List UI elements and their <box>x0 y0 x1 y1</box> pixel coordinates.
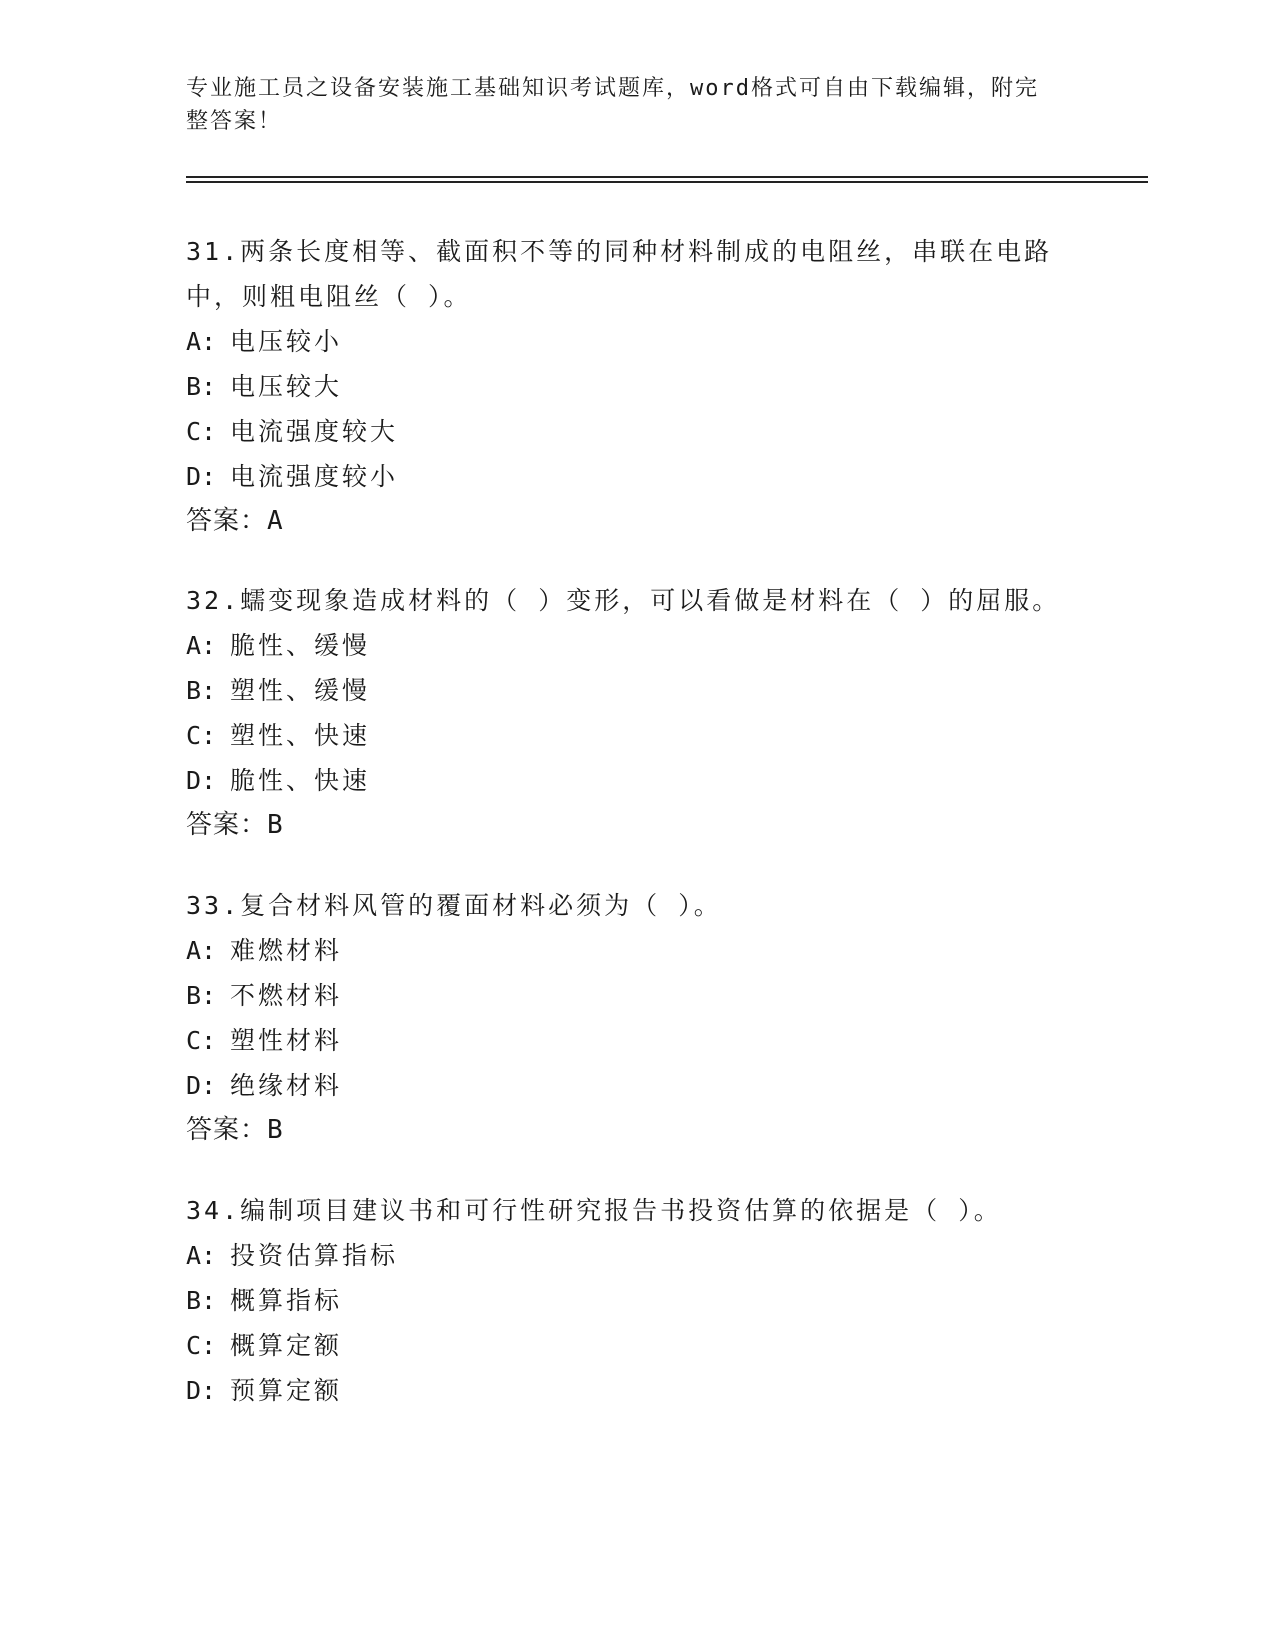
option-text: 塑性材料 <box>230 1026 343 1055</box>
option-text: 电流强度较大 <box>230 417 399 446</box>
question-stem-continued: 中，则粗电阻丝（ ）。 <box>186 282 472 311</box>
option-letter: B: <box>186 676 217 705</box>
option-letter: B: <box>186 1286 217 1315</box>
option-text: 概算指标 <box>230 1286 343 1315</box>
option-b <box>186 973 1086 1018</box>
question-stem: 32.蠕变现象造成材料的（ ）变形，可以看做是材料在（ ）的屈服。 <box>186 586 1061 615</box>
option-text: 电压较大 <box>230 372 343 401</box>
option-letter: A: <box>186 327 217 356</box>
option-c <box>186 409 1086 454</box>
option-letter: A: <box>186 936 217 965</box>
header-line-1: 专业施工员之设备安装施工基础知识考试题库，word格式可自由下载编辑，附完 <box>186 76 1039 101</box>
option-text: 不燃材料 <box>230 981 343 1010</box>
option-letter: C: <box>186 721 217 750</box>
answer-label: 答案： <box>186 810 268 840</box>
option-letter: B: <box>186 981 217 1010</box>
option-text: 概算定额 <box>230 1331 343 1360</box>
option-a <box>186 319 1086 364</box>
option-letter: C: <box>186 1331 217 1360</box>
answer-line <box>186 803 1086 848</box>
header-line-2: 整答案！ <box>186 109 283 134</box>
option-c <box>186 1018 1086 1063</box>
question-stem: 31.两条长度相等、截面积不等的同种材料制成的电阻丝，串联在电路 <box>186 237 1053 266</box>
option-text: 难燃材料 <box>230 936 343 965</box>
option-b <box>186 668 1086 713</box>
question-33 <box>186 883 1086 1153</box>
option-text: 投资估算指标 <box>230 1241 399 1270</box>
answer-label: 答案： <box>186 1115 268 1145</box>
option-text: 电压较小 <box>230 327 343 356</box>
option-a <box>186 1233 1086 1278</box>
option-d <box>186 1063 1086 1108</box>
option-text: 塑性、缓慢 <box>230 676 371 705</box>
option-d <box>186 1368 1086 1413</box>
question-stem: 34.编制项目建议书和可行性研究报告书投资估算的依据是（ ）。 <box>186 1196 1002 1225</box>
option-c <box>186 1323 1086 1368</box>
option-letter: B: <box>186 372 217 401</box>
answer-line <box>186 1108 1086 1153</box>
option-d <box>186 758 1086 803</box>
option-letter: A: <box>186 631 217 660</box>
option-text: 预算定额 <box>230 1376 343 1405</box>
option-text: 电流强度较小 <box>230 462 399 491</box>
answer-value: B <box>267 1115 284 1145</box>
option-letter: C: <box>186 417 217 446</box>
header-divider-bottom <box>186 181 1148 183</box>
option-letter: C: <box>186 1026 217 1055</box>
question-34 <box>186 1188 1086 1413</box>
option-text: 脆性、缓慢 <box>230 631 371 660</box>
answer-value: B <box>267 810 284 840</box>
option-text: 脆性、快速 <box>230 766 371 795</box>
option-b <box>186 1278 1086 1323</box>
option-letter: D: <box>186 462 217 491</box>
option-letter: D: <box>186 1071 217 1100</box>
option-text: 绝缘材料 <box>230 1071 343 1100</box>
option-text: 塑性、快速 <box>230 721 371 750</box>
option-b <box>186 364 1086 409</box>
option-letter: A: <box>186 1241 217 1270</box>
answer-line <box>186 499 1086 544</box>
option-a <box>186 623 1086 668</box>
option-a <box>186 928 1086 973</box>
question-stem: 33.复合材料风管的覆面材料必须为（ ）。 <box>186 891 722 920</box>
question-31 <box>186 229 1086 544</box>
question-32 <box>186 578 1086 848</box>
option-letter: D: <box>186 1376 217 1405</box>
option-c <box>186 713 1086 758</box>
option-d <box>186 454 1086 499</box>
option-letter: D: <box>186 766 217 795</box>
header-divider-top <box>186 176 1148 178</box>
answer-label: 答案： <box>186 506 268 536</box>
document-header <box>186 72 1046 138</box>
answer-value: A <box>267 506 284 536</box>
